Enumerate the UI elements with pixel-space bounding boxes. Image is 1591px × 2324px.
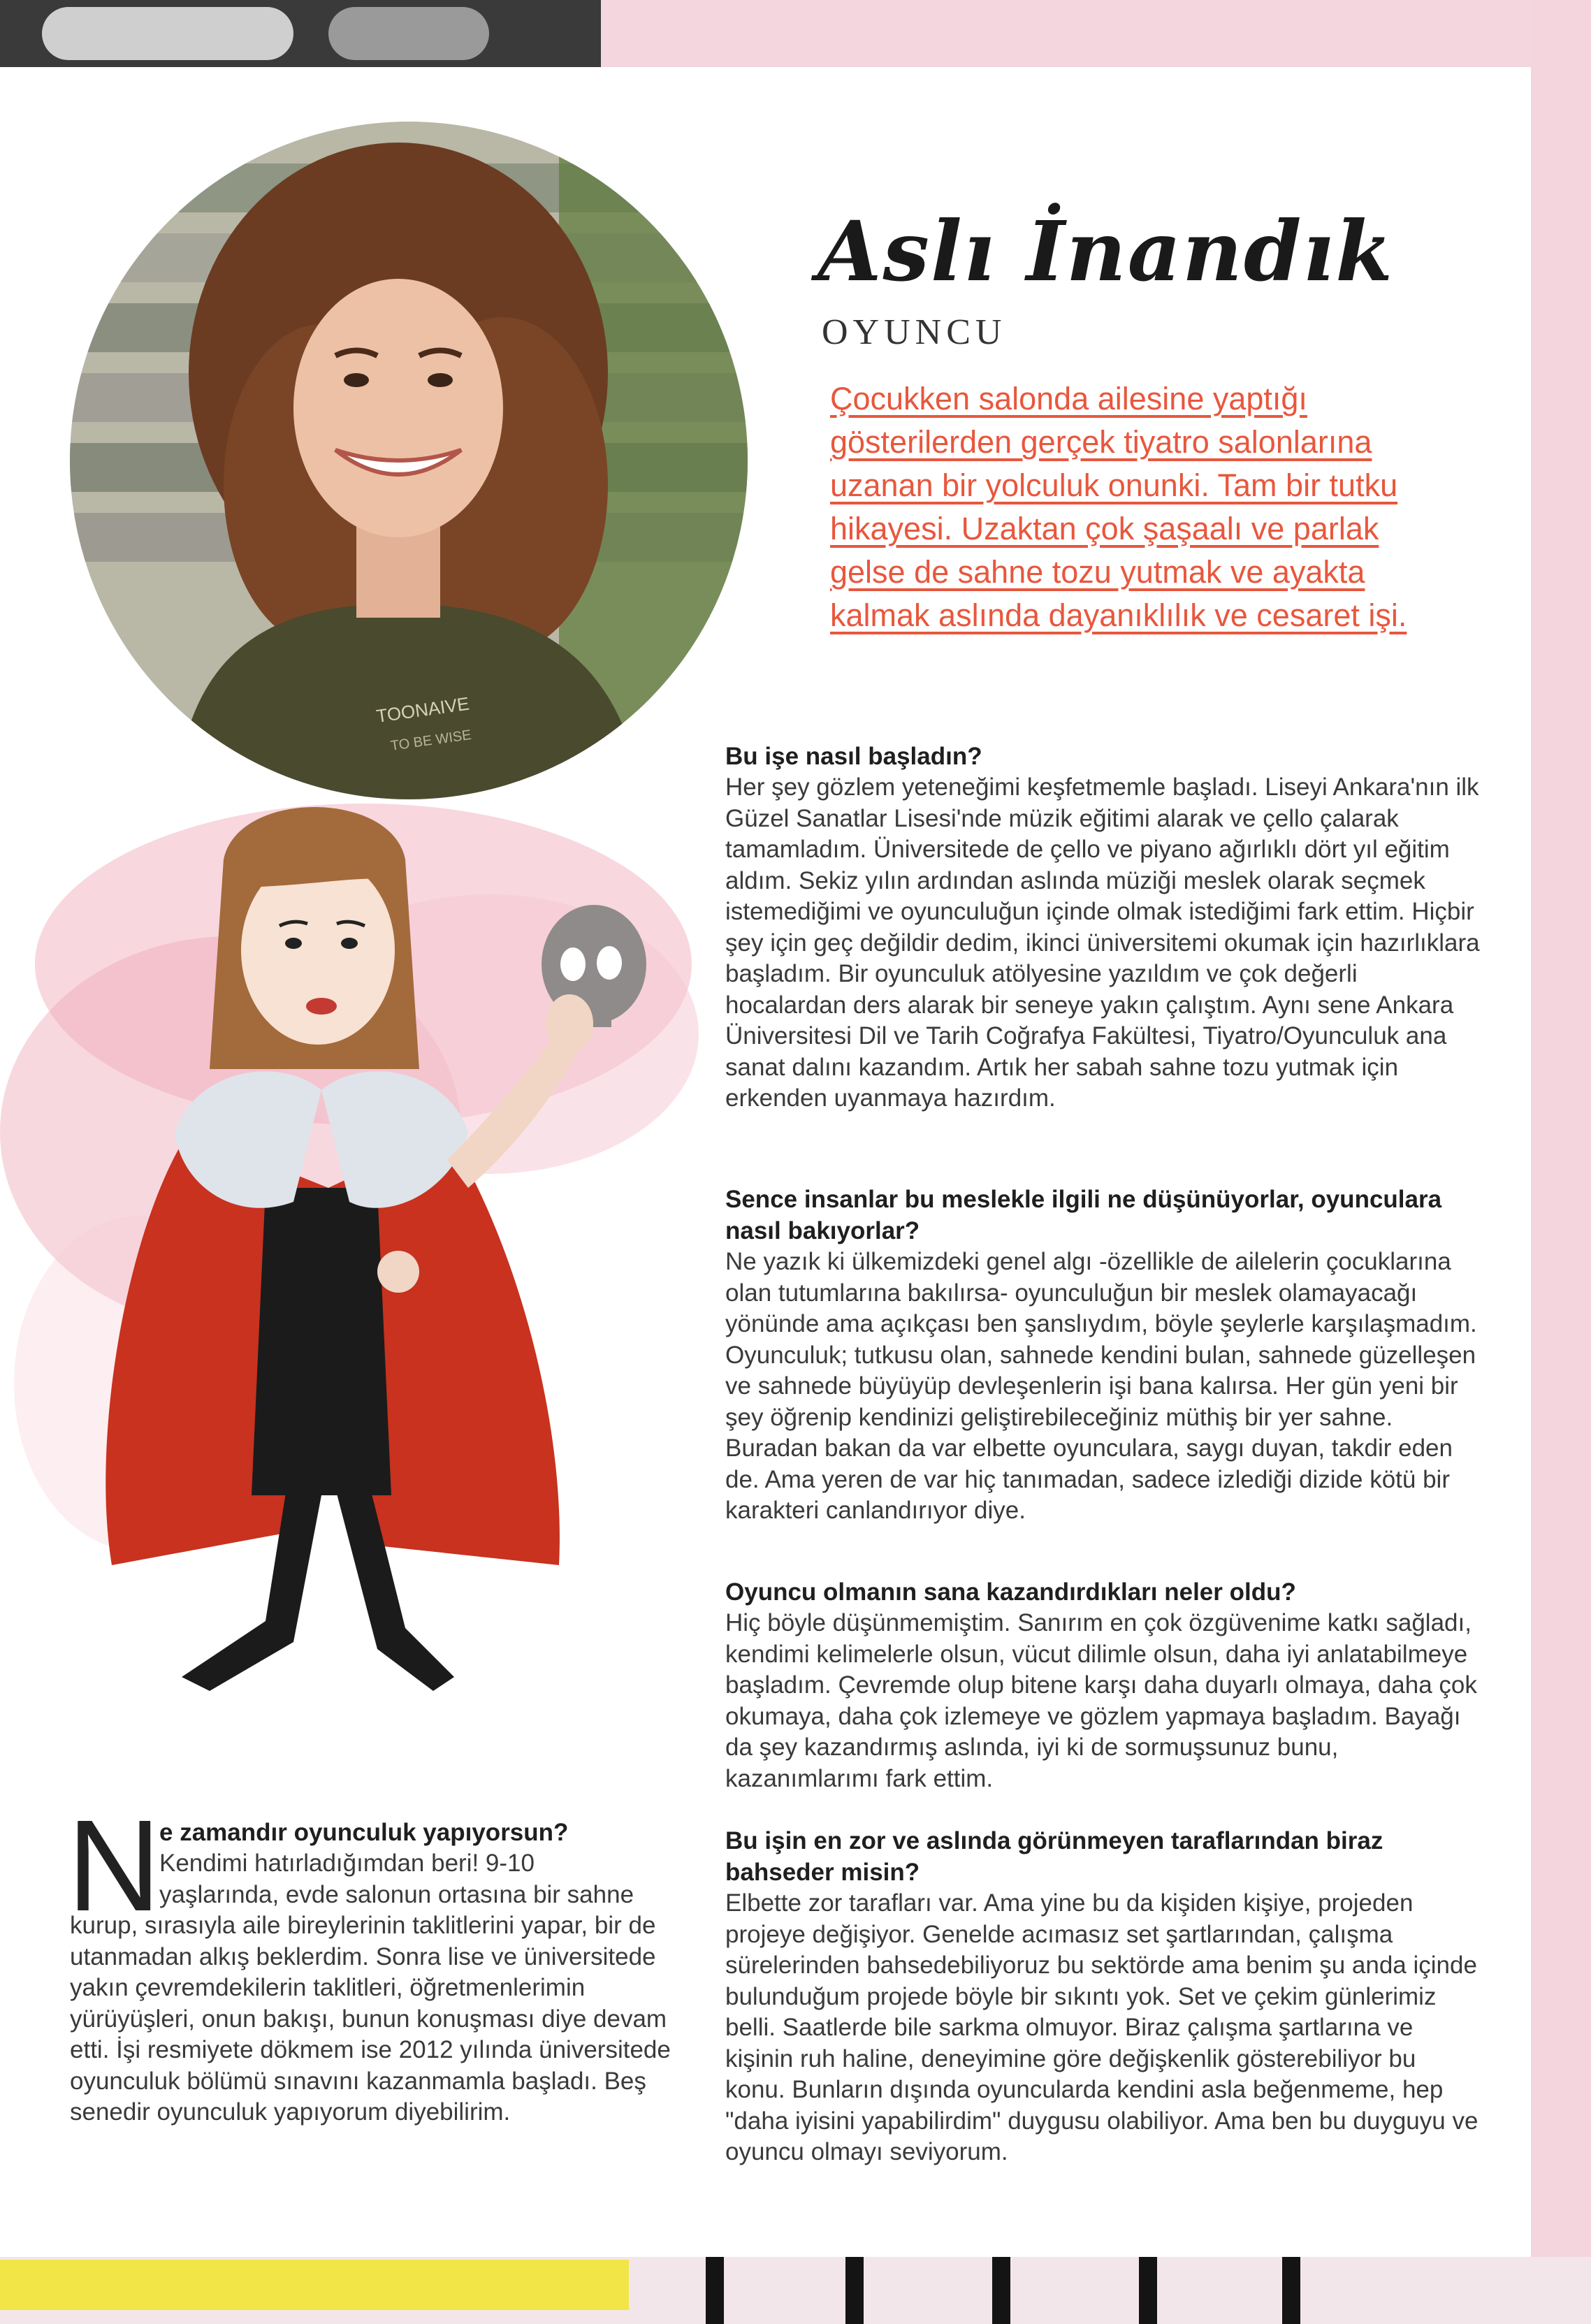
qa-question: Oyuncu olmanın sana kazandırdıkları neler oldu? [725,1578,1296,1606]
bottom-bar-mark [1282,2257,1300,2324]
top-decor-shape [328,7,489,60]
qa-block [725,741,1480,1114]
drop-cap: N [67,1794,161,1938]
left-qa-block [67,1794,678,2128]
bottom-bar-mark [1139,2257,1157,2324]
intro-text: Çocukken salonda ailesine yaptığı gösterilerden gerçek tiyatro salonlarına uzanan bir yolculuk onunki. Tam bir tutku hikayesi. Uzaktan çok şaşaalı ve parlak gelse de sahne tozu yutmak ve ayakta kalmak aslında dayanıklılık ve cesaret işi. [830,381,1407,633]
bottom-yellow-stripe [0,2260,629,2310]
qa-block [725,1184,1480,1527]
qa-answer: Elbette zor tarafları var. Ama yine bu da kişiden kişiye, projeden projeye değişiyor. Genelde acımasız set şartlarından, çalışma sürelerinden bahsedebiliyoruz bu sektörde ama benim şu anda içinde bulunduğum projede böyle bir sıkıntı yok. Set ve çekim günlerimiz belli. Saatlerde bile sarkma olmuyor. Biraz çalışma şartlarına ve kişinin ruh haline, deneyimine göre değişkenlik gösterebiliyor bu konu. Bunların dışında oyuncularda kendini asla beğenmeme, hep "daha iyisini yapabilirdim" duygusu olabiliyor. Ama ben bu duyguyu ve oyuncu olmayı seviyorum. [725,1889,1479,2165]
person-role: OYUNCU [822,312,1007,352]
qa-question: e zamandır oyunculuk yapıyorsun? [159,1819,569,1846]
bottom-bar-mark [706,2257,724,2324]
qa-answer: Hiç böyle düşünmemiştim. Sanırım en çok özgüvenime katkı sağladı, kendimi kelimelerle olsun, vücut dilimle olsun, daha iyi anlatabilmeye başladım. Çevremde olup bitene karşı daha duyarlı olmaya, daha çok okumaya, daha çok izlemeye ve gözlem yapmaya başladım. Bayağı da şey kazandırmış aslında, iyi ki de sormuşsunuz bunu, kazanımlarımı fark ettim. [725,1609,1477,1792]
qa-answer: Her şey gözlem yeteneğimi keşfetmemle başladı. Liseyi Ankara'nın ilk Güzel Sanatlar Lisesi'nde müzik eğitimi alarak ve çello çalarak tamamladım. Üniversitede de çello ve piyano ağırlıklı dört yıl eğitim aldım. Sekiz yılın ardından aslında müziği meslek olarak seçmek istemediğimi ve oyunculuğun içinde olmak istediğimi fark ettim. Hiçbir şey için geç değildir dedim, ikinci üniversitemi okumak için hazırlıklara başladım. Bir oyunculuk atölyesine yazıldım ve çok değerli hocalardan ders alarak bir seneye yakın çalıştım. Aynı sene Ankara Üniversitesi Dil ve Tarih Coğrafya Fakültesi, Tiyatro/Oyunculuk ana sanat dalını kazandım. Artık her sabah sahne tozu yutmak için erkenden uyanmaya hazırdım. [725,774,1480,1112]
qa-answer: kurup, sırasıyla aile bireylerinin taklitlerini yapar, bir de utanmadan alkış beklerdim. Sonra lise ve üniversitede yakın çevremdekilerin taklitleri, öğretmenlerimin yürüyüşleri, onun bakışı, bunun konuşması diye devam etti. İşi resmiyete dökmem ise 2012 yılında üniversitede oyunculuk bölümü sınavını kazanmamla başladı. Beş senedir oyunculuk yapıyorum diyebilirim. [70,1912,671,2126]
portrait-photo [70,122,748,799]
top-decor-shape [42,7,293,60]
right-decor-band [1531,0,1591,2324]
shirt-print-text: TOONAIVE [375,692,471,727]
actor-illustration [0,741,755,1719]
qa-question: Bu işe nasıl başladın? [725,743,982,770]
qa-answer-line: yaşlarında, evde salonun ortasına bir sahne [159,1880,634,1908]
qa-answer: Ne yazık ki ülkemizdeki genel algı -özellikle de ailelerin çocuklarına olan tutumlarına bakılırsa- oyunculuğun bir meslek olamayacağı yönünde ama açıkçası ben şanslıydım, böyle şeylerle karşılaşmadım. Oyunculuk; tutkusu olan, sahnede kendini bulan, sahnede güzelleşen ve sahnede büyüyüp devleşenlerin işi bana kalırsa. Her gün yeni bir şey öğrenip kendinizi geliştirebileceğiniz müthiş bir yer sahne. Buradan bakan da var elbette oyunculara, saygı duyan, takdir eden de. Ama yeren de var hiç tanımadan, sadece izlediği dizide kötü bir karakteri canlandırıyor diye. [725,1248,1477,1524]
person-name: Aslı İnandık [818,203,1395,300]
qa-question: Sence insanlar bu meslekle ilgili ne düşünüyorlar, oyunculara nasıl bakıyorlar? [725,1186,1442,1244]
bottom-bar-mark [845,2257,864,2324]
shirt-print-text: TO BE WISE [389,727,472,754]
qa-block [725,1825,1480,2168]
qa-answer-line: Kendimi hatırladığımdan beri! 9-10 [159,1850,535,1877]
qa-question: Bu işin en zor ve aslında görünmeyen taraflarından biraz bahseder misin? [725,1827,1383,1886]
qa-block [725,1576,1480,1794]
bottom-bar-mark [992,2257,1010,2324]
